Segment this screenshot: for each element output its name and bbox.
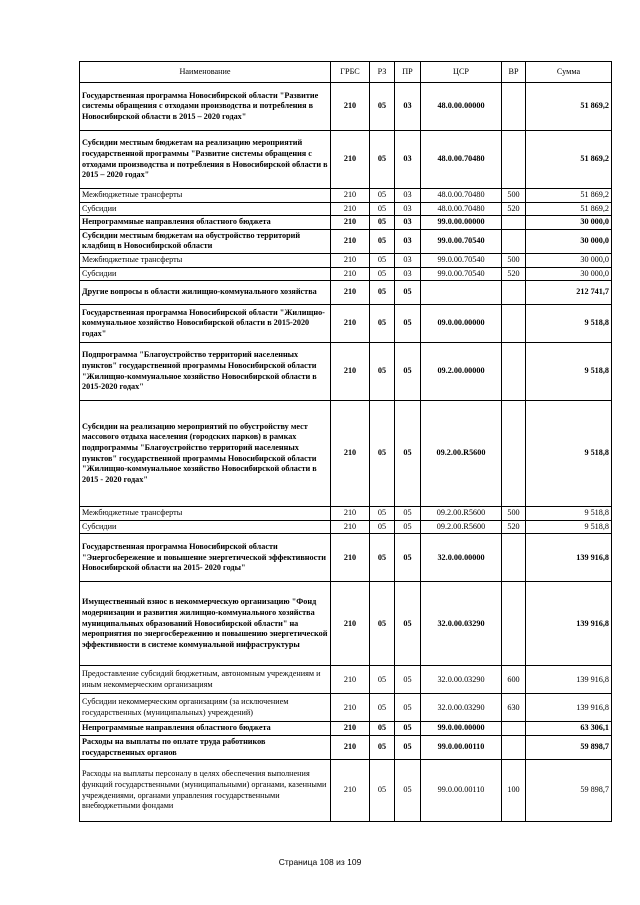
budget-table (79, 61, 612, 822)
row-sum: 30 000,0 (526, 267, 612, 281)
row-csr: 99.0.00.00110 (421, 760, 502, 822)
row-sum: 9 518,8 (526, 401, 612, 507)
row-name: Государственная программа Новосибирской области "Энергосбережение и повышение энергетической эффективности Новосибирской области на 2015- 2020 годы" (80, 534, 331, 582)
row-vr (502, 735, 526, 759)
header-pr: ПР (395, 62, 421, 83)
row-pr: 05 (395, 281, 421, 305)
row-vr (502, 229, 526, 253)
row-csr: 32.0.00.00000 (421, 534, 502, 582)
row-rz: 05 (370, 253, 395, 267)
row-rz: 05 (370, 666, 395, 694)
row-sum: 139 916,8 (526, 666, 612, 694)
row-rz: 05 (370, 694, 395, 722)
row-csr: 09.2.00.R5600 (421, 520, 502, 534)
table-row (80, 83, 612, 131)
row-pr: 03 (395, 216, 421, 230)
row-csr: 32.0.00.03290 (421, 694, 502, 722)
row-rz: 05 (370, 735, 395, 759)
row-sum: 51 869,2 (526, 202, 612, 216)
header-name: Наименование (80, 62, 331, 83)
row-pr: 05 (395, 520, 421, 534)
row-vr: 500 (502, 189, 526, 203)
row-name: Подпрограмма "Благоустройство территорий населенных пунктов" государственной программы Новосибирской области "Жилищно-коммунальное хозяйство Новосибирской области в 2015-2020 годах" (80, 343, 331, 401)
row-sum: 9 518,8 (526, 520, 612, 534)
row-sum: 139 916,8 (526, 694, 612, 722)
row-name: Субсидии некоммерческим организациям (за исключением государственных (муниципальных) учреждений) (80, 694, 331, 722)
row-pr: 05 (395, 666, 421, 694)
row-vr (502, 343, 526, 401)
row-vr: 520 (502, 202, 526, 216)
row-sum: 9 518,8 (526, 305, 612, 343)
table-row (80, 694, 612, 722)
row-csr: 09.0.00.00000 (421, 305, 502, 343)
row-vr (502, 216, 526, 230)
table-row (80, 189, 612, 203)
row-rz: 05 (370, 202, 395, 216)
table-row (80, 722, 612, 736)
row-rz: 05 (370, 229, 395, 253)
row-pr: 05 (395, 343, 421, 401)
row-grbs: 210 (331, 83, 370, 131)
row-grbs: 210 (331, 267, 370, 281)
row-pr: 03 (395, 229, 421, 253)
header-sum: Сумма (526, 62, 612, 83)
row-pr: 05 (395, 694, 421, 722)
table-row (80, 131, 612, 189)
row-name: Субсидии (80, 267, 331, 281)
row-name: Другие вопросы в области жилищно-коммунального хозяйства (80, 281, 331, 305)
row-name: Межбюджетные трансферты (80, 507, 331, 521)
row-vr: 500 (502, 253, 526, 267)
table-row (80, 507, 612, 521)
row-pr: 05 (395, 760, 421, 822)
row-vr (502, 131, 526, 189)
row-grbs: 210 (331, 666, 370, 694)
row-pr: 05 (395, 401, 421, 507)
row-csr: 99.0.00.00110 (421, 735, 502, 759)
row-sum: 59 898,7 (526, 760, 612, 822)
row-csr (421, 281, 502, 305)
row-pr: 05 (395, 582, 421, 666)
table-row (80, 216, 612, 230)
table-row (80, 281, 612, 305)
row-vr: 520 (502, 267, 526, 281)
row-name: Предоставление субсидий бюджетным, автономным учреждениям и иным некоммерческим организациям (80, 666, 331, 694)
row-sum: 139 916,8 (526, 534, 612, 582)
row-vr (502, 83, 526, 131)
row-csr: 32.0.00.03290 (421, 666, 502, 694)
table-row (80, 202, 612, 216)
row-rz: 05 (370, 534, 395, 582)
row-sum: 30 000,0 (526, 253, 612, 267)
row-rz: 05 (370, 267, 395, 281)
row-csr: 99.0.00.00000 (421, 216, 502, 230)
row-name: Непрограммные направления областного бюджета (80, 216, 331, 230)
row-grbs: 210 (331, 507, 370, 521)
row-csr: 48.0.00.00000 (421, 83, 502, 131)
row-csr: 99.0.00.00000 (421, 722, 502, 736)
table-row (80, 520, 612, 534)
table-row (80, 582, 612, 666)
row-csr: 99.0.00.70540 (421, 267, 502, 281)
row-name: Субсидии (80, 520, 331, 534)
row-vr: 100 (502, 760, 526, 822)
row-grbs: 210 (331, 281, 370, 305)
row-sum: 212 741,7 (526, 281, 612, 305)
row-grbs: 210 (331, 735, 370, 759)
row-rz: 05 (370, 520, 395, 534)
table-row (80, 735, 612, 759)
row-pr: 03 (395, 189, 421, 203)
row-sum: 30 000,0 (526, 216, 612, 230)
row-name: Имущественный взнос в некоммерческую организацию "Фонд модернизации и развития жилищно-коммунального хозяйства муниципальных образований Новосибирской области" на мероприятия по энергосбережению и повышению энергетической эффективности в системе коммунальной инфраструктуры (80, 582, 331, 666)
row-pr: 03 (395, 202, 421, 216)
row-csr: 09.2.00.00000 (421, 343, 502, 401)
row-sum: 139 916,8 (526, 582, 612, 666)
row-pr: 05 (395, 507, 421, 521)
row-rz: 05 (370, 401, 395, 507)
row-name: Межбюджетные трансферты (80, 253, 331, 267)
row-sum: 9 518,8 (526, 507, 612, 521)
row-name: Государственная программа Новосибирской области "Жилищно-коммунальное хозяйство Новосибирской области в 2015-2020 годах" (80, 305, 331, 343)
row-name: Субсидии местным бюджетам на реализацию мероприятий государственной программы "Развитие системы обращения с отходами производства и потребления в Новосибирской области в 2015 – 2020 годах" (80, 131, 331, 189)
header-csr: ЦСР (421, 62, 502, 83)
row-rz: 05 (370, 507, 395, 521)
row-sum: 51 869,2 (526, 131, 612, 189)
table-row (80, 253, 612, 267)
table-row (80, 229, 612, 253)
row-grbs: 210 (331, 760, 370, 822)
row-grbs: 210 (331, 189, 370, 203)
header-grbs: ГРБС (331, 62, 370, 83)
row-rz: 05 (370, 582, 395, 666)
row-vr (502, 582, 526, 666)
table-row (80, 666, 612, 694)
row-csr: 48.0.00.70480 (421, 131, 502, 189)
row-vr (502, 281, 526, 305)
row-vr: 500 (502, 507, 526, 521)
row-csr: 32.0.00.03290 (421, 582, 502, 666)
row-grbs: 210 (331, 694, 370, 722)
row-csr: 99.0.00.70540 (421, 253, 502, 267)
row-csr: 09.2.00.R5600 (421, 401, 502, 507)
row-rz: 05 (370, 760, 395, 822)
table-row (80, 343, 612, 401)
row-rz: 05 (370, 305, 395, 343)
row-grbs: 210 (331, 216, 370, 230)
row-grbs: 210 (331, 229, 370, 253)
row-rz: 05 (370, 281, 395, 305)
row-rz: 05 (370, 722, 395, 736)
header-vr: ВР (502, 62, 526, 83)
row-grbs: 210 (331, 202, 370, 216)
table-row (80, 760, 612, 822)
row-rz: 05 (370, 216, 395, 230)
row-name: Непрограммные направления областного бюджета (80, 722, 331, 736)
row-name: Расходы на выплаты персоналу в целях обеспечения выполнения функций государственными (муниципальными) органами, казенными учреждениями, органами управления государственными внебюджетными фондами (80, 760, 331, 822)
table-row (80, 401, 612, 507)
row-rz: 05 (370, 83, 395, 131)
header-rz: РЗ (370, 62, 395, 83)
row-sum: 51 869,2 (526, 189, 612, 203)
row-pr: 03 (395, 267, 421, 281)
row-grbs: 210 (331, 520, 370, 534)
row-vr: 520 (502, 520, 526, 534)
row-sum: 59 898,7 (526, 735, 612, 759)
row-csr: 09.2.00.R5600 (421, 507, 502, 521)
row-pr: 03 (395, 253, 421, 267)
table-row (80, 305, 612, 343)
row-pr: 05 (395, 722, 421, 736)
row-pr: 05 (395, 534, 421, 582)
row-vr (502, 722, 526, 736)
table-header-row (80, 62, 612, 83)
row-sum: 63 306,1 (526, 722, 612, 736)
row-pr: 05 (395, 305, 421, 343)
row-csr: 48.0.00.70480 (421, 189, 502, 203)
row-vr: 630 (502, 694, 526, 722)
row-name: Межбюджетные трансферты (80, 189, 331, 203)
table-row (80, 534, 612, 582)
row-name: Субсидии (80, 202, 331, 216)
row-rz: 05 (370, 131, 395, 189)
row-name: Расходы на выплаты по оплате труда работников государственных органов (80, 735, 331, 759)
row-csr: 99.0.00.70540 (421, 229, 502, 253)
row-vr: 600 (502, 666, 526, 694)
row-vr (502, 305, 526, 343)
row-name: Субсидии на реализацию мероприятий по обустройству мест массового отдыха населения (городских парков) в рамках подпрограммы "Благоустройство территорий населенных пунктов" государственной программы Новосибирской области "Жилищно-коммунальное хозяйство Новосибирской области в 2015 - 2020 годах" (80, 401, 331, 507)
row-pr: 05 (395, 735, 421, 759)
row-grbs: 210 (331, 582, 370, 666)
row-csr: 48.0.00.70480 (421, 202, 502, 216)
row-sum: 30 000,0 (526, 229, 612, 253)
row-grbs: 210 (331, 722, 370, 736)
page-footer: Страница 108 из 109 (278, 857, 362, 867)
row-vr (502, 401, 526, 507)
row-rz: 05 (370, 343, 395, 401)
row-grbs: 210 (331, 131, 370, 189)
row-grbs: 210 (331, 401, 370, 507)
row-grbs: 210 (331, 305, 370, 343)
row-grbs: 210 (331, 343, 370, 401)
row-sum: 51 869,2 (526, 83, 612, 131)
row-pr: 03 (395, 131, 421, 189)
row-pr: 03 (395, 83, 421, 131)
row-name: Государственная программа Новосибирской области "Развитие системы обращения с отходами производства и потребления в Новосибирской области в 2015 – 2020 годах" (80, 83, 331, 131)
row-sum: 9 518,8 (526, 343, 612, 401)
row-name: Субсидии местным бюджетам на обустройство территорий кладбищ в Новосибирской области (80, 229, 331, 253)
budget-table-container (79, 61, 611, 822)
table-row (80, 267, 612, 281)
row-vr (502, 534, 526, 582)
row-grbs: 210 (331, 253, 370, 267)
row-rz: 05 (370, 189, 395, 203)
table-body (80, 83, 612, 822)
row-grbs: 210 (331, 534, 370, 582)
